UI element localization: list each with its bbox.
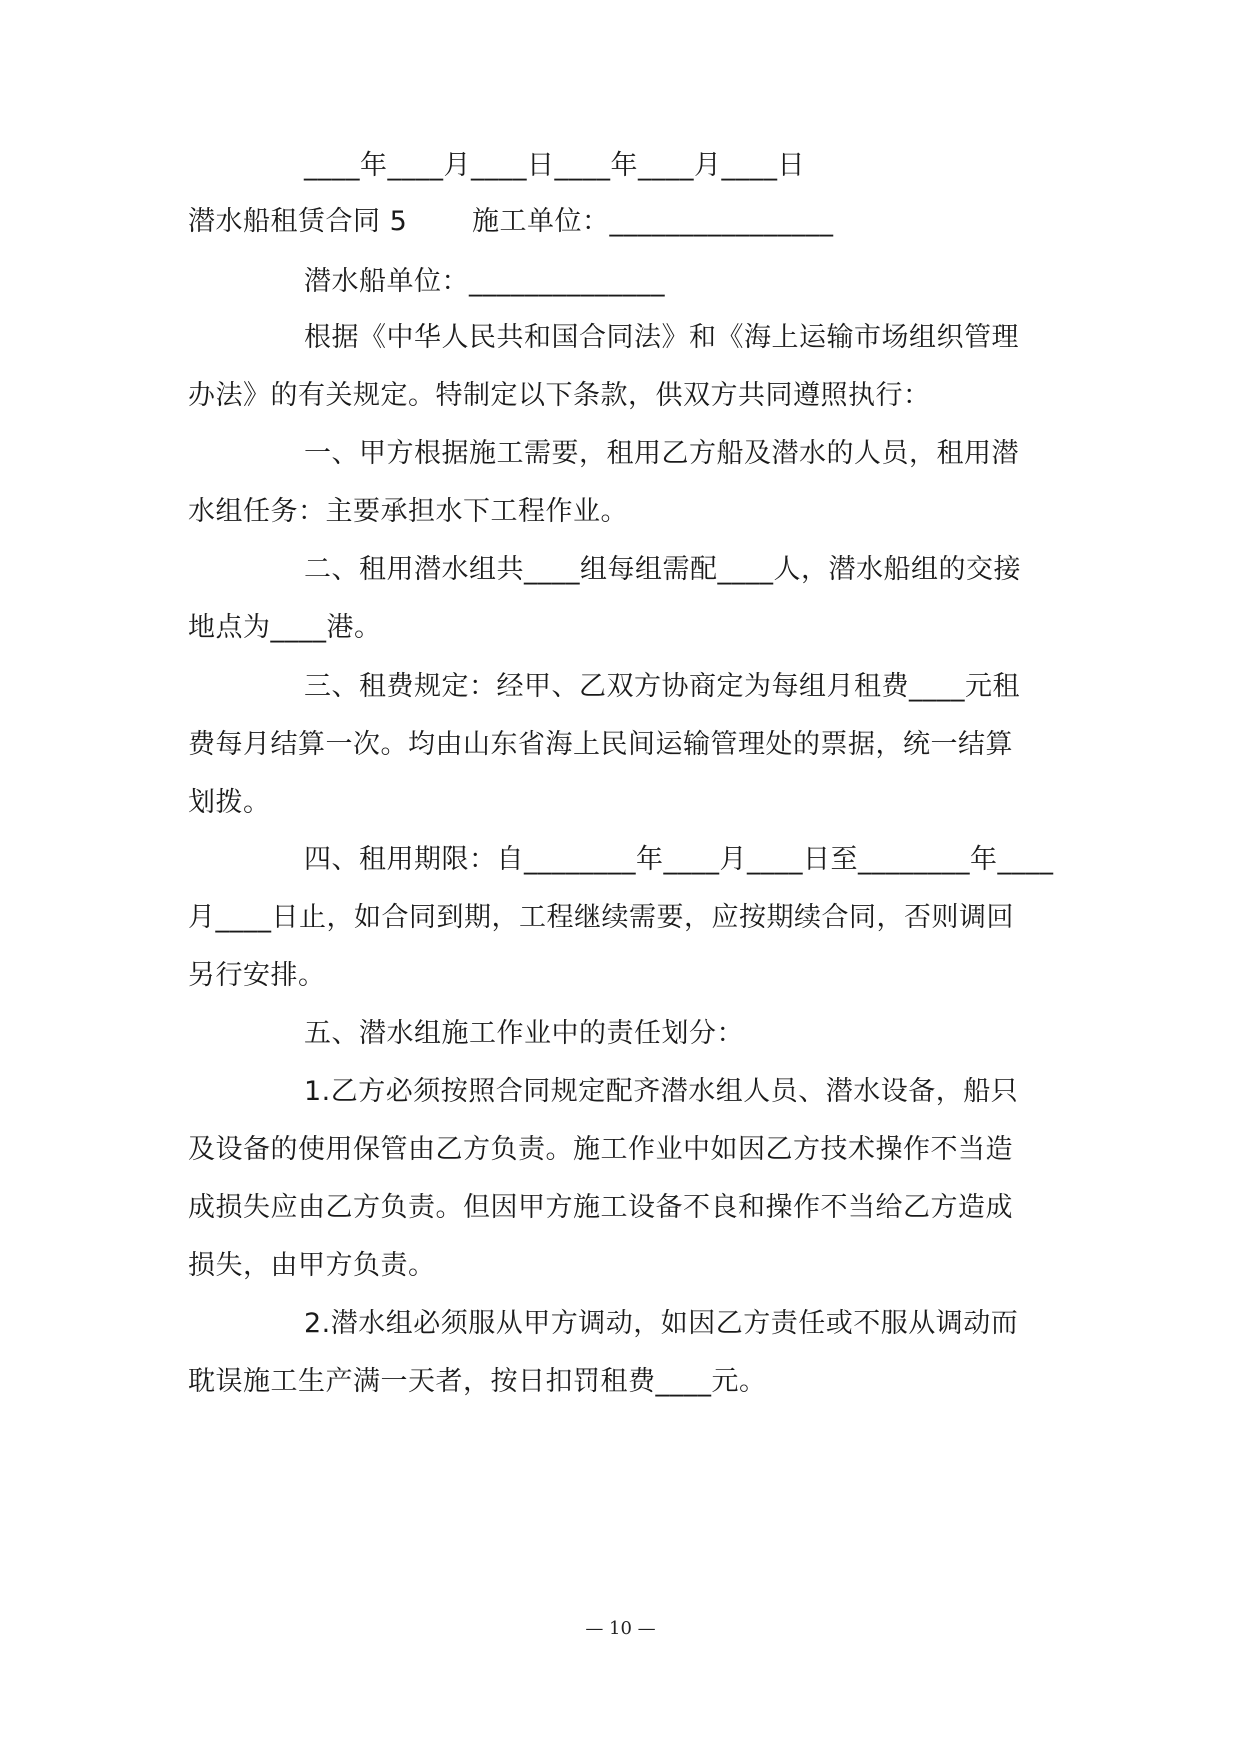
paragraph-line: 一、甲方根据施工需要，租用乙方船及潜水的人员，租用潜 — [304, 438, 1019, 469]
paragraph-line: 成损失应由乙方负责。但因甲方施工设备不良和操作不当给乙方造成 — [188, 1192, 1013, 1223]
paragraph-line: 耽误施工生产满一天者，按日扣罚租费____元。 — [188, 1366, 767, 1397]
paragraph-line: 2.潜水组必须服从甲方调动，如因乙方责任或不服从调动而 — [304, 1308, 1019, 1339]
paragraph-line: 划拨。 — [188, 787, 271, 818]
paragraph-line: 三、租费规定：经甲、乙双方协商定为每组月租费____元租 — [304, 671, 1020, 702]
paragraph-line: 办法》的有关规定。特制定以下条款，供双方共同遵照执行： — [188, 380, 931, 411]
paragraph-line: 水组任务：主要承担水下工程作业。 — [188, 496, 628, 527]
paragraph-line: 地点为____港。 — [188, 612, 382, 643]
paragraph-line: 四、租用期限：自________年____月____日至________年____ — [304, 844, 1054, 875]
paragraph-line: 月____日止，如合同到期，工程继续需要，应按期续合同，否则调回 — [188, 902, 1014, 933]
paragraph-line: 费每月结算一次。均由山东省海上民间运输管理处的票据，统一结算 — [188, 729, 1013, 760]
paragraph-line: 另行安排。 — [188, 960, 326, 991]
paragraph-line: 五、潜水组施工作业中的责任划分： — [304, 1018, 744, 1049]
paragraph-line: 二、租用潜水组共____组每组需配____人，潜水船组的交接 — [304, 554, 1021, 585]
construction-unit-line: 施工单位：________________ — [472, 206, 834, 237]
page-number: — 10 — — [585, 1618, 656, 1639]
contract-title: 潜水船租赁合同 5 — [188, 206, 408, 237]
paragraph-line: 及设备的使用保管由乙方负责。施工作业中如因乙方技术操作不当造 — [188, 1134, 1013, 1165]
paragraph-line: 1.乙方必须按照合同规定配齐潜水组人员、潜水设备，船只 — [304, 1076, 1019, 1107]
submarine-unit-line: 潜水船单位：______________ — [304, 266, 665, 297]
paragraph-line: 根据《中华人民共和国合同法》和《海上运输市场组织管理 — [304, 322, 1019, 353]
date-line: ____年____月____日____年____月____日 — [304, 150, 805, 181]
paragraph-line: 损失，由甲方负责。 — [188, 1250, 436, 1281]
